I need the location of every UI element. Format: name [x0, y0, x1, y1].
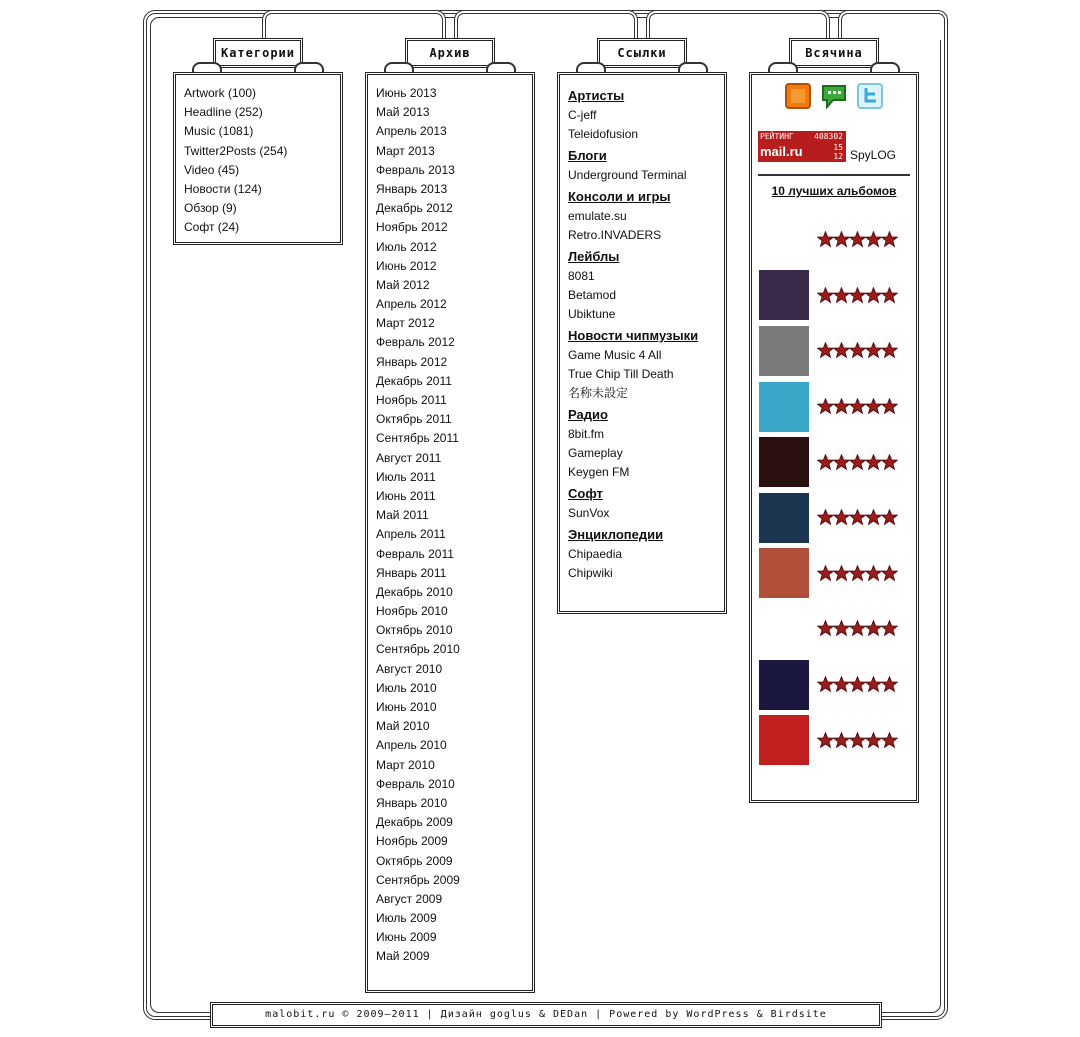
star-icon [865, 398, 882, 415]
archive-item-link[interactable]: Декабрь 2011 [376, 373, 452, 388]
category-item [184, 122, 340, 141]
link-group [568, 146, 724, 185]
archive-item-link[interactable]: Май 2009 [376, 949, 430, 964]
link-item-link[interactable]: True Chip Till Death [568, 367, 674, 381]
archive-item-link[interactable]: Апрель 2013 [376, 124, 447, 139]
spylog-link[interactable]: SpyLOG [850, 148, 897, 162]
star-icon [849, 398, 866, 415]
star-icon [849, 231, 866, 248]
archive-item-link[interactable]: Январь 2013 [376, 181, 448, 196]
archive-item-link[interactable]: Сентябрь 2009 [376, 872, 460, 887]
star-icon [881, 231, 898, 248]
archive-item [376, 142, 532, 161]
archive-item-link[interactable]: Сентябрь 2010 [376, 642, 460, 657]
archive-item [376, 353, 532, 372]
archive-item-link[interactable]: Август 2010 [376, 661, 443, 676]
archive-item [376, 314, 532, 333]
archive-item [376, 545, 532, 564]
link-group-heading[interactable]: Новости чипмузыки [568, 328, 699, 343]
star-icon [817, 620, 834, 637]
link-item-link[interactable]: 8bit.fm [568, 427, 605, 441]
rating-stars [817, 398, 897, 415]
link-item [568, 444, 724, 463]
star-icon [849, 732, 866, 749]
archive-item [376, 928, 532, 947]
star-icon [817, 342, 834, 359]
archive-item-link[interactable]: Май 2010 [376, 719, 430, 734]
archive-item [376, 679, 532, 698]
star-icon [833, 676, 850, 693]
archive-item-link[interactable]: Июнь 2011 [376, 488, 436, 503]
archive-item [376, 832, 532, 851]
archive-item [376, 276, 532, 295]
archive-item [376, 199, 532, 218]
album-item [759, 268, 916, 324]
link-group-heading[interactable]: Лейблы [568, 249, 620, 264]
archive-item [376, 756, 532, 775]
star-icon [865, 620, 882, 637]
archive-item [376, 947, 532, 966]
link-item-link[interactable]: Keygen FM [568, 465, 630, 479]
archive-item-link[interactable]: Июнь 2012 [376, 258, 437, 273]
link-group [568, 187, 724, 245]
archive-item [376, 161, 532, 180]
tab-archive: Архив [405, 38, 495, 68]
archive-item [376, 852, 532, 871]
rating-stars [817, 676, 897, 693]
link-item [568, 365, 724, 384]
star-icon [817, 454, 834, 471]
misc-box [749, 72, 919, 803]
star-icon [833, 454, 850, 471]
archive-item [376, 391, 532, 410]
link-item-link[interactable]: Retro.INVADERS [568, 228, 662, 242]
star-icon [881, 565, 898, 582]
archive-item-link[interactable]: Январь 2012 [376, 354, 448, 369]
album-cover[interactable] [759, 437, 809, 487]
rating-stars [817, 732, 897, 749]
star-icon [833, 231, 850, 248]
link-item [568, 226, 724, 245]
album-cover[interactable] [759, 382, 809, 432]
star-icon [849, 287, 866, 304]
counter-brand: mail.ru [760, 144, 803, 159]
archive-item-link[interactable]: Ноябрь 2011 [376, 393, 447, 407]
archive-item-link[interactable]: Июнь 2009 [376, 930, 437, 945]
album-cover[interactable] [759, 604, 809, 654]
archive-item-link[interactable]: Февраль 2013 [376, 162, 455, 177]
link-group-heading[interactable]: Радио [568, 407, 608, 422]
archive-item-link[interactable]: Декабрь 2009 [376, 815, 453, 830]
archive-item-link[interactable]: Июль 2010 [376, 680, 437, 695]
archive-item-link[interactable]: Июль 2012 [376, 239, 437, 254]
archive-item-link[interactable]: Январь 2011 [376, 565, 447, 580]
link-group [568, 484, 724, 523]
category-item [184, 180, 340, 199]
album-item [759, 601, 916, 657]
footer: malobit.ru © 2009–2011 | Дизайн goglus & DEDan | Powered by WordPress & Birdsite [210, 1002, 882, 1028]
archive-item [376, 103, 532, 122]
archive-item-link[interactable]: Декабрь 2010 [376, 584, 453, 599]
counter-value: 12 [833, 152, 843, 161]
link-item [568, 425, 724, 444]
archive-item-link[interactable]: Декабрь 2012 [376, 201, 453, 216]
top-albums-list [752, 212, 916, 768]
star-icon [849, 676, 866, 693]
album-item [759, 657, 916, 713]
chat-icon[interactable] [821, 83, 847, 109]
archive-item [376, 602, 532, 621]
star-icon [817, 732, 834, 749]
archive-item-link[interactable]: Июнь 2010 [376, 700, 437, 714]
star-icon [865, 565, 882, 582]
archive-item [376, 621, 532, 640]
star-icon [881, 398, 898, 415]
star-icon [833, 287, 850, 304]
frame-arch [262, 10, 446, 40]
divider [758, 174, 910, 176]
link-group-list [568, 166, 724, 185]
star-icon [881, 287, 898, 304]
archive-item [376, 257, 532, 276]
archive-item-link[interactable]: Октябрь 2010 [376, 623, 453, 638]
archive-item [376, 698, 532, 717]
archive-item [376, 449, 532, 468]
star-icon [817, 509, 834, 526]
archive-item-link[interactable]: Октябрь 2011 [376, 412, 452, 427]
link-item [568, 267, 724, 286]
archive-item [376, 909, 532, 928]
star-icon [881, 620, 898, 637]
link-group [568, 326, 724, 403]
archive-item [376, 122, 532, 141]
rating-stars [817, 620, 897, 637]
archive-item [376, 84, 532, 103]
star-icon [881, 454, 898, 471]
archive-item [376, 660, 532, 679]
links-list [568, 86, 724, 583]
archive-item [376, 333, 532, 352]
link-group-list [568, 267, 724, 324]
star-icon [865, 231, 882, 248]
rss-icon[interactable] [785, 83, 811, 109]
rating-stars [817, 509, 897, 526]
archive-item [376, 564, 532, 583]
rating-stars [817, 342, 897, 359]
archive-item [376, 717, 532, 736]
archive-item [376, 410, 532, 429]
album-cover[interactable] [759, 548, 809, 598]
archive-item [376, 583, 532, 602]
link-group-list [568, 545, 724, 583]
counter-value: 15 [833, 143, 843, 152]
album-cover[interactable] [759, 270, 809, 320]
star-icon [865, 287, 882, 304]
link-group-list [568, 504, 724, 523]
archive-item-link[interactable]: Апрель 2011 [376, 527, 446, 542]
link-item-link[interactable]: Game Music 4 All [568, 348, 662, 362]
archive-item-link[interactable]: Март 2010 [376, 757, 435, 772]
album-item [759, 712, 916, 768]
archive-item [376, 794, 532, 813]
archive-item [376, 218, 532, 237]
link-item-link[interactable]: Ubiktune [568, 307, 616, 321]
album-item [759, 379, 916, 435]
album-item [759, 546, 916, 602]
star-icon [833, 509, 850, 526]
link-item-link[interactable]: 名称未設定 [568, 386, 629, 400]
album-cover[interactable] [759, 715, 809, 765]
rating-stars [817, 287, 897, 304]
category-item [184, 199, 340, 218]
categories-box [173, 72, 343, 245]
link-group-list [568, 425, 724, 482]
link-group-list [568, 106, 724, 144]
archive-item-link[interactable]: Март 2012 [376, 316, 435, 331]
archive-item-link[interactable]: Февраль 2011 [376, 546, 454, 561]
star-icon [849, 620, 866, 637]
star-icon [881, 509, 898, 526]
link-item-link[interactable]: Chipaedia [568, 547, 623, 561]
link-item [568, 106, 724, 125]
category-item-link[interactable]: Music (1081) [184, 124, 254, 139]
counter-label: РЕЙТИНГ [760, 132, 794, 141]
archive-item [376, 775, 532, 794]
rating-stars [817, 565, 897, 582]
frame-arch [838, 10, 948, 40]
category-item [184, 142, 340, 161]
rating-stars [817, 231, 897, 248]
star-icon [833, 342, 850, 359]
archive-item-link[interactable]: Июль 2011 [376, 469, 436, 484]
link-group-heading[interactable]: Энциклопедии [568, 527, 664, 542]
archive-item-link[interactable]: Май 2013 [376, 105, 430, 120]
frame-arch [646, 10, 830, 40]
link-item [568, 504, 724, 523]
link-item-link[interactable]: Gameplay [568, 446, 623, 460]
link-group-heading[interactable]: Консоли и игры [568, 189, 671, 204]
archive-item-link[interactable]: Ноябрь 2010 [376, 604, 448, 619]
link-item-link[interactable]: SunVox [568, 506, 610, 520]
archive-item-link[interactable]: Ноябрь 2009 [376, 834, 448, 849]
link-group [568, 405, 724, 482]
link-group-heading[interactable]: Артисты [568, 88, 625, 103]
link-item [568, 125, 724, 144]
category-item-link[interactable]: Обзор (9) [184, 201, 237, 216]
album-cover[interactable] [759, 326, 809, 376]
star-icon [849, 342, 866, 359]
tab-categories: Категории [213, 38, 303, 68]
link-item-link[interactable]: Betamod [568, 288, 617, 302]
archive-item-link[interactable]: Март 2013 [376, 143, 435, 158]
archive-item-link[interactable]: Февраль 2010 [376, 776, 455, 791]
link-item-link[interactable]: emulate.su [568, 209, 627, 223]
star-icon [817, 287, 834, 304]
star-icon [849, 509, 866, 526]
archive-item-link[interactable]: Май 2011 [376, 508, 429, 523]
archive-item [376, 180, 532, 199]
category-item-link[interactable]: Headline (252) [184, 105, 263, 120]
twitter-icon[interactable] [857, 83, 883, 109]
tab-links: Ссылки [597, 38, 687, 68]
star-icon [865, 454, 882, 471]
archive-item-link[interactable]: Ноябрь 2012 [376, 220, 448, 235]
category-item-link[interactable]: Artwork (100) [184, 86, 257, 100]
star-icon [833, 620, 850, 637]
archive-item-link[interactable]: Август 2011 [376, 450, 442, 465]
tab-misc: Всячина [789, 38, 879, 68]
link-group [568, 525, 724, 583]
star-icon [817, 676, 834, 693]
archive-item [376, 372, 532, 391]
social-icons [752, 83, 916, 109]
archive-item-link[interactable]: Январь 2010 [376, 795, 448, 810]
categories-list [184, 84, 340, 238]
rating-stars [817, 454, 897, 471]
category-item [184, 218, 340, 237]
star-icon [881, 676, 898, 693]
link-item [568, 305, 724, 324]
link-group-heading[interactable]: Блоги [568, 148, 607, 163]
link-item [568, 384, 724, 403]
counters [752, 131, 916, 162]
mailru-counter[interactable] [758, 131, 846, 162]
archive-item-link[interactable]: Май 2012 [376, 277, 430, 292]
category-item-link[interactable]: Twitter2Posts (254) [184, 143, 288, 158]
archive-item [376, 506, 532, 525]
archive-item [376, 736, 532, 755]
category-item [184, 161, 340, 180]
category-item [184, 84, 340, 103]
star-icon [865, 676, 882, 693]
archive-item-link[interactable]: Сентябрь 2011 [376, 431, 459, 446]
archive-item [376, 429, 532, 448]
top-albums-title[interactable]: 10 лучших альбомов [771, 184, 897, 198]
link-group [568, 86, 724, 144]
star-icon [833, 732, 850, 749]
archive-item [376, 871, 532, 890]
archive-item [376, 295, 532, 314]
archive-item [376, 813, 532, 832]
link-group-list [568, 207, 724, 245]
archive-item [376, 487, 532, 506]
archive-item [376, 525, 532, 544]
link-item-link[interactable]: Chipwiki [568, 566, 613, 580]
star-icon [817, 565, 834, 582]
star-icon [865, 342, 882, 359]
star-icon [865, 509, 882, 526]
link-group-list [568, 346, 724, 403]
archive-item-link[interactable]: Апрель 2012 [376, 297, 447, 312]
category-item-link[interactable]: Софт (24) [184, 220, 240, 235]
archive-item-link[interactable]: Февраль 2012 [376, 335, 455, 350]
link-item-link[interactable]: C-jeff [568, 108, 597, 122]
archive-item [376, 238, 532, 257]
star-icon [881, 342, 898, 359]
archive-list [376, 84, 532, 967]
star-icon [865, 732, 882, 749]
counter-value: 408302 [814, 132, 843, 141]
album-cover[interactable] [759, 493, 809, 543]
category-item-link[interactable]: Новости (124) [184, 181, 262, 196]
link-item-link[interactable]: Teleidofusion [568, 127, 639, 141]
link-item [568, 286, 724, 305]
category-item [184, 103, 340, 122]
archive-item-link[interactable]: Июнь 2013 [376, 86, 437, 100]
album-item [759, 323, 916, 379]
album-item [759, 490, 916, 546]
link-item [568, 564, 724, 583]
star-icon [833, 565, 850, 582]
star-icon [833, 398, 850, 415]
archive-item-link[interactable]: Апрель 2010 [376, 738, 447, 753]
link-item [568, 545, 724, 564]
star-icon [817, 231, 834, 248]
archive-item [376, 890, 532, 909]
link-group-heading[interactable]: Софт [568, 486, 603, 501]
link-item-link[interactable]: 8081 [568, 269, 595, 283]
link-item-link[interactable]: Underground Terminal [568, 168, 687, 182]
star-icon [881, 732, 898, 749]
star-icon [849, 454, 866, 471]
frame-arch [454, 10, 638, 40]
archive-item-link[interactable]: Июль 2009 [376, 911, 437, 926]
links-box [557, 72, 727, 614]
album-item [759, 434, 916, 490]
album-cover[interactable] [759, 660, 809, 710]
archive-item-link[interactable]: Октябрь 2009 [376, 853, 453, 868]
category-item-link[interactable]: Video (45) [184, 162, 240, 177]
album-cover[interactable] [759, 215, 809, 265]
link-group [568, 247, 724, 324]
link-item [568, 346, 724, 365]
link-item [568, 166, 724, 185]
link-item [568, 463, 724, 482]
star-icon [849, 565, 866, 582]
star-icon [817, 398, 834, 415]
archive-item [376, 468, 532, 487]
archive-item-link[interactable]: Август 2009 [376, 891, 443, 906]
link-item [568, 207, 724, 226]
archive-item [376, 640, 532, 659]
archive-box [365, 72, 535, 993]
album-item [759, 212, 916, 268]
